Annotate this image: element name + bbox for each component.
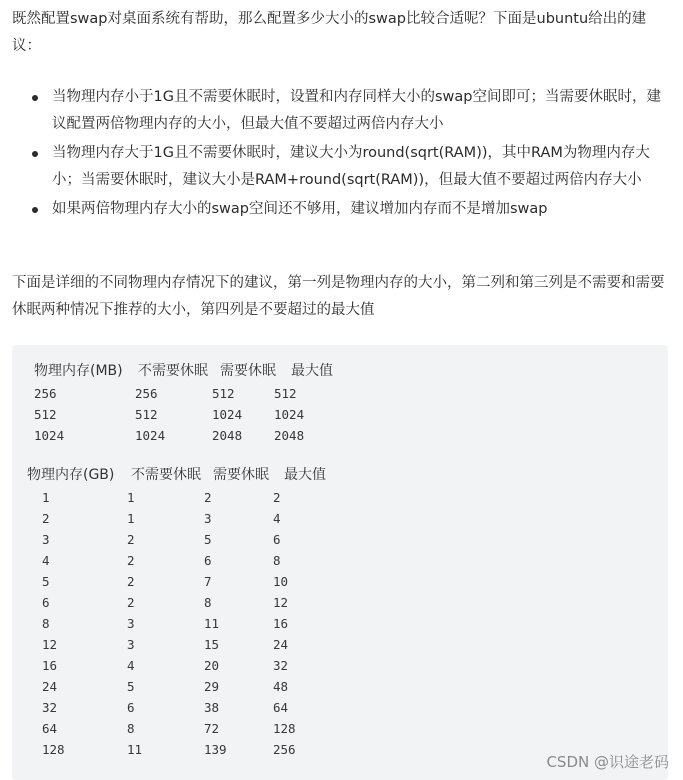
table-cell: 16 [42, 658, 58, 673]
table-cell: 32 [42, 700, 58, 715]
table-cell: 2 [273, 490, 281, 505]
table-header-cell: 最大值 [291, 363, 333, 379]
table-cell: 3 [42, 532, 50, 547]
table-cell: 512 [135, 407, 158, 422]
table-cell: 8 [204, 595, 212, 610]
table-cell: 7 [204, 574, 212, 589]
table-cell: 4 [42, 553, 50, 568]
table-cell: 2 [127, 574, 135, 589]
table-cell: 4 [127, 658, 135, 673]
table-cell: 48 [273, 679, 289, 694]
table-header-cell: 不需要休眠 [131, 467, 201, 483]
list-item [12, 196, 674, 223]
bullet-icon [32, 151, 38, 157]
intro-paragraph: 既然配置swap对桌面系统有帮助，那么配置多少大小的swap比较合适呢？下面是ubuntu给出的建议： [12, 11, 647, 54]
table-cell: 1024 [274, 407, 305, 422]
table-cell: 8 [273, 553, 281, 568]
table-cell: 64 [273, 700, 289, 715]
table-cell: 2 [127, 595, 135, 610]
table-cell: 6 [273, 532, 281, 547]
table-cell: 128 [42, 742, 65, 757]
table-header-cell: 最大值 [284, 467, 326, 483]
table-header-cell: 物理内存(MB) [34, 363, 123, 379]
list-item-text: 当物理内存大于1G且不需要休眠时，建议大小为round(sqrt(RAM))，其中RAM为物理内存大小；当需要休眠时，建议大小是RAM+round(sqrt(RAM))，但最大值不要超过两倍内存大小 [52, 145, 650, 188]
table-cell: 64 [42, 721, 58, 736]
table-cell: 2 [204, 490, 212, 505]
list-item-text: 当物理内存小于1G且不需要休眠时，设置和内存同样大小的swap空间即可；当需要休眠时，建议配置两倍物理内存的大小，但最大值不要超过两倍内存大小 [52, 89, 661, 132]
table-cell: 11 [204, 616, 220, 631]
table-cell: 12 [42, 637, 58, 652]
list-item [12, 84, 674, 138]
bullet-icon [32, 95, 38, 101]
table-cell: 1024 [34, 428, 65, 443]
table-cell: 1 [42, 490, 50, 505]
watermark: CSDN @识途老码 [546, 753, 669, 771]
table-header-cell: 需要休眠 [220, 363, 276, 379]
table-cell: 12 [273, 595, 289, 610]
table-cell: 256 [34, 386, 57, 401]
recommendation-list [12, 84, 674, 225]
table-cell: 5 [42, 574, 50, 589]
table-cell: 3 [127, 616, 135, 631]
table-cell: 11 [127, 742, 143, 757]
table-cell: 1 [127, 511, 135, 526]
bullet-icon [32, 207, 38, 213]
table-cell: 2048 [274, 428, 305, 443]
table-cell: 32 [273, 658, 289, 673]
table-header-cell: 物理内存(GB) [27, 467, 115, 483]
table-cell: 2 [127, 553, 135, 568]
table-cell: 3 [127, 637, 135, 652]
table-cell: 512 [274, 386, 297, 401]
table-cell: 10 [273, 574, 289, 589]
list-item [12, 140, 674, 194]
table-cell: 72 [204, 721, 220, 736]
table-cell: 1024 [212, 407, 243, 422]
table-cell: 139 [204, 742, 227, 757]
table-cell: 6 [42, 595, 50, 610]
table-cell: 6 [127, 700, 135, 715]
table-cell: 8 [42, 616, 50, 631]
table-cell: 256 [135, 386, 158, 401]
table-cell: 5 [204, 532, 212, 547]
table-cell: 6 [204, 553, 212, 568]
table-cell: 2 [42, 511, 50, 526]
table-cell: 256 [273, 742, 296, 757]
list-item-text: 如果两倍物理内存大小的swap空间还不够用，建议增加内存而不是增加swap [52, 201, 548, 217]
table-cell: 20 [204, 658, 220, 673]
table-cell: 2048 [212, 428, 243, 443]
table-cell: 38 [204, 700, 220, 715]
table-cell: 29 [204, 679, 220, 694]
table-header-cell: 不需要休眠 [138, 363, 208, 379]
table-cell: 1 [127, 490, 135, 505]
table-cell: 512 [34, 407, 57, 422]
description-paragraph: 下面是详细的不同物理内存情况下的建议，第一列是物理内存的大小，第二列和第三列是不需要和需要休眠两种情况下推荐的大小，第四列是不要超过的最大值 [12, 275, 665, 318]
table-cell: 2 [127, 532, 135, 547]
table-cell: 16 [273, 616, 289, 631]
table-cell: 15 [204, 637, 220, 652]
table-cell: 5 [127, 679, 135, 694]
table-cell: 1024 [135, 428, 166, 443]
table-cell: 24 [273, 637, 289, 652]
table-header-cell: 需要休眠 [213, 467, 269, 483]
table-cell: 4 [273, 511, 281, 526]
table-cell: 24 [42, 679, 58, 694]
table-cell: 512 [212, 386, 235, 401]
code-block [12, 345, 668, 780]
table-cell: 128 [273, 721, 296, 736]
table-cell: 3 [204, 511, 212, 526]
table-cell: 8 [127, 721, 135, 736]
